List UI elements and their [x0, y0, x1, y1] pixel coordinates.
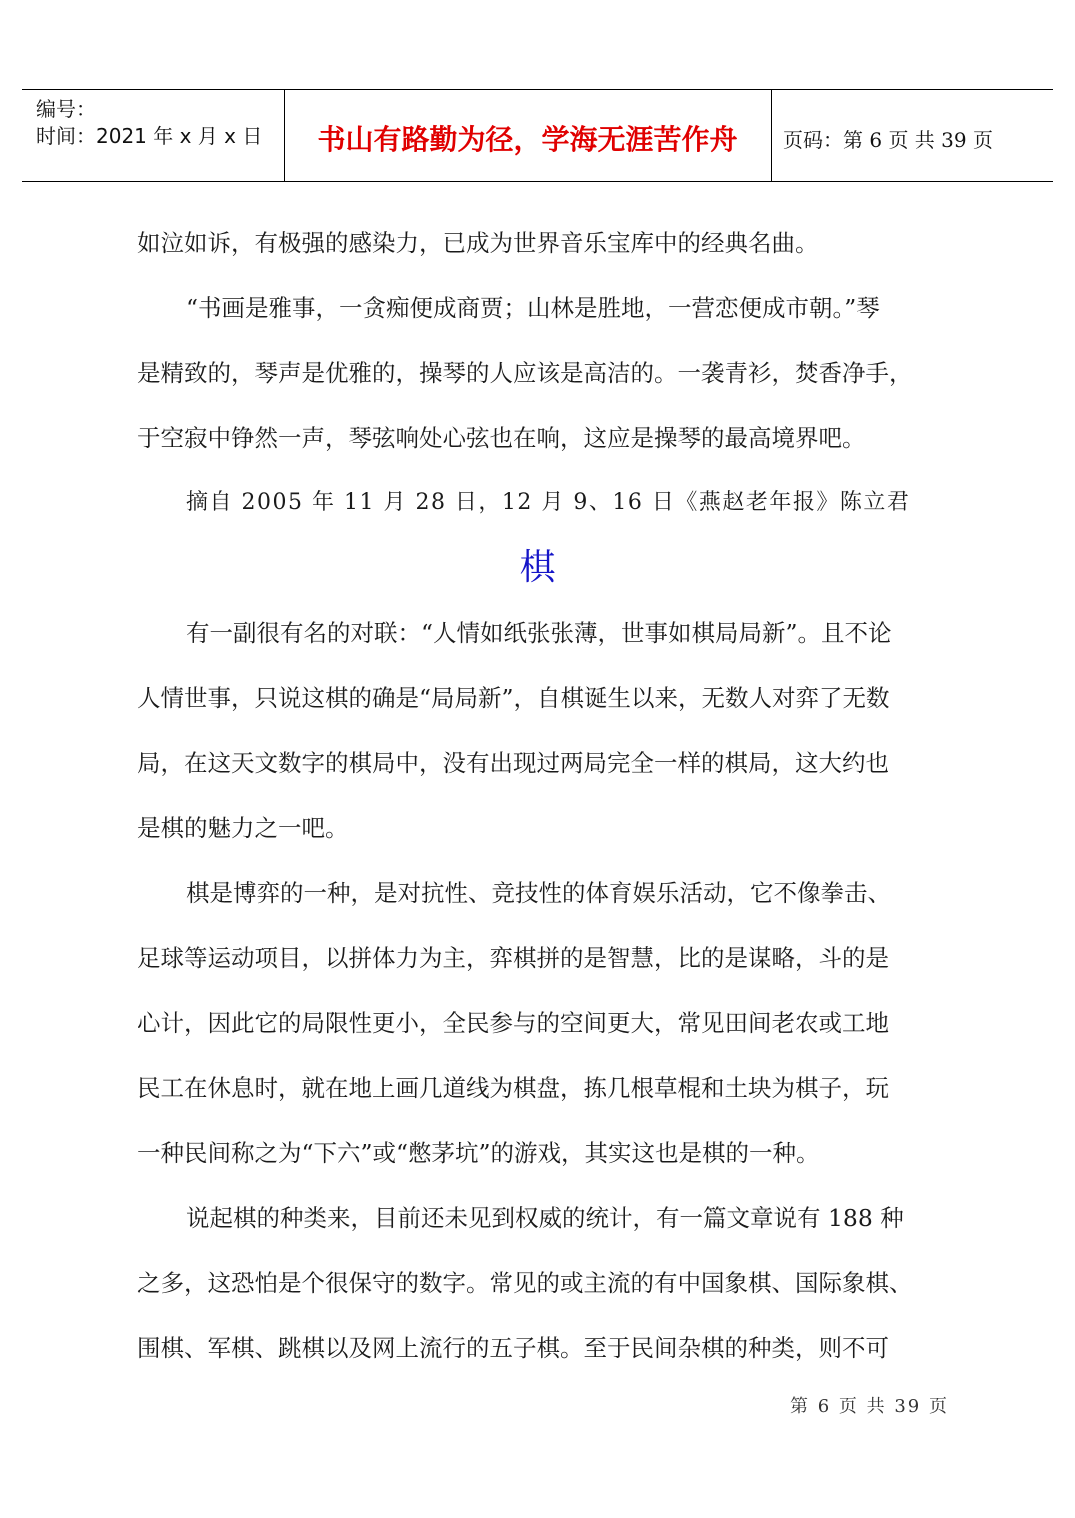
paragraph-line: 足球等运动项目，以拼体力为主，弈棋拼的是智慧，比的是谋略，斗的是	[137, 944, 889, 972]
paragraph-line: 之多，这恐怕是个很保守的数字。常见的或主流的有中国象棋、国际象棋、	[137, 1269, 913, 1297]
header-page-number: 页码：第 6 页 共 39 页	[783, 128, 993, 152]
paragraph-line: 说起棋的种类来，目前还未见到权威的统计，有一篇文章说有 188 种	[186, 1204, 904, 1232]
paragraph-line: 是棋的魅力之一吧。	[137, 814, 349, 842]
header-motto-cell	[284, 90, 772, 181]
page-header	[22, 89, 1053, 182]
paragraph-line: 心计，因此它的局限性更小，全民参与的空间更大，常见田间老农或工地	[137, 1009, 889, 1037]
paragraph-line: 围棋、军棋、跳棋以及网上流行的五子棋。至于民间杂棋的种类，则不可	[137, 1334, 889, 1362]
paragraph-line: 一种民间称之为“下六”或“憋茅坑”的游戏，其实这也是棋的一种。	[137, 1139, 820, 1167]
paragraph-line: 局，在这天文数字的棋局中，没有出现过两局完全一样的棋局，这大约也	[137, 749, 889, 777]
paragraph-line: 棋是博弈的一种，是对抗性、竞技性的体育娱乐活动，它不像拳击、	[186, 879, 891, 907]
paragraph-line: 人情世事，只说这棋的确是“局局新”，自棋诞生以来，无数人对弈了无数	[137, 684, 890, 712]
paragraph-line: 是精致的，琴声是优雅的，操琴的人应该是高洁的。一袭青衫，焚香净手，	[137, 359, 913, 387]
section-title: 棋	[519, 547, 556, 588]
document-number: 编号：	[36, 97, 96, 121]
source-citation: 摘自 2005 年 11 月 28 日，12 月 9、16 日《燕赵老年报》陈立君	[186, 490, 911, 515]
document-date: 时间：2021 年 x 月 x 日	[36, 124, 263, 148]
header-meta-cell	[22, 90, 285, 181]
paragraph-line: 民工在休息时，就在地上画几道线为棋盘，拣几根草棍和土块为棋子，玩	[137, 1074, 889, 1102]
paragraph-line: 有一副很有名的对联：“人情如纸张张薄，世事如棋局局新”。且不论	[186, 619, 892, 647]
paragraph-line: 如泣如诉，有极强的感染力，已成为世界音乐宝库中的经典名曲。	[137, 229, 819, 257]
page-footer: 第 6 页 共 39 页	[790, 1396, 949, 1417]
paragraph-line: 于空寂中铮然一声，琴弦响处心弦也在响，这应是操琴的最高境界吧。	[137, 424, 866, 452]
paragraph-line: “书画是雅事，一贪痴便成商贾；山林是胜地，一营恋便成市朝。”琴	[186, 294, 880, 322]
header-motto: 书山有路勤为径，学海无涯苦作舟	[317, 123, 738, 156]
header-page-cell	[771, 90, 1053, 181]
